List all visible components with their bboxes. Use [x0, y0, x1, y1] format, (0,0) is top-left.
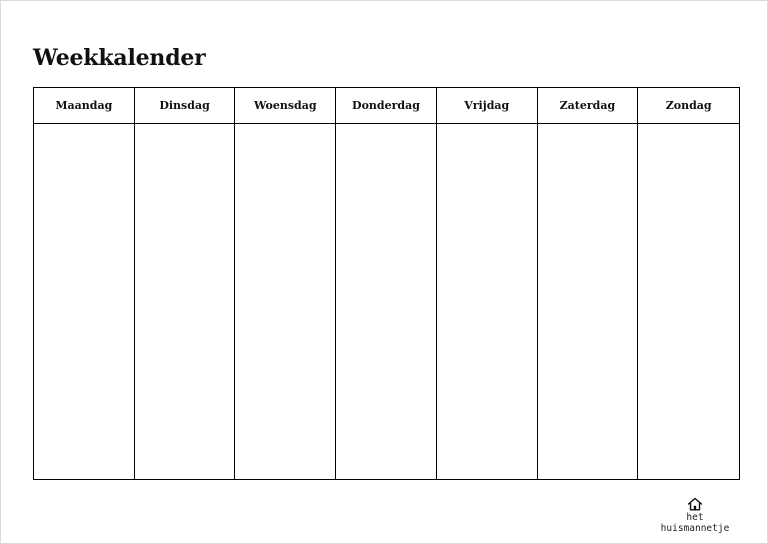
day-cell-vrijdag	[437, 124, 538, 479]
day-cell-zaterdag	[538, 124, 639, 479]
brand-name: het huismannetje	[660, 512, 730, 534]
day-header-zaterdag: Zaterdag	[538, 88, 639, 124]
day-header-donderdag: Donderdag	[336, 88, 437, 124]
day-cell-dinsdag	[135, 124, 236, 479]
day-cell-zondag	[638, 124, 739, 479]
day-header-maandag: Maandag	[34, 88, 135, 124]
day-header-dinsdag: Dinsdag	[135, 88, 236, 124]
day-cell-donderdag	[336, 124, 437, 479]
page-title: Weekkalender	[33, 45, 206, 71]
day-header-woensdag: Woensdag	[235, 88, 336, 124]
day-header-zondag: Zondag	[638, 88, 739, 124]
house-icon	[687, 497, 703, 511]
week-calendar-grid	[33, 87, 740, 480]
brand-logo	[650, 497, 740, 534]
day-header-vrijdag: Vrijdag	[437, 88, 538, 124]
day-cell-woensdag	[235, 124, 336, 479]
day-cell-maandag	[34, 124, 135, 479]
